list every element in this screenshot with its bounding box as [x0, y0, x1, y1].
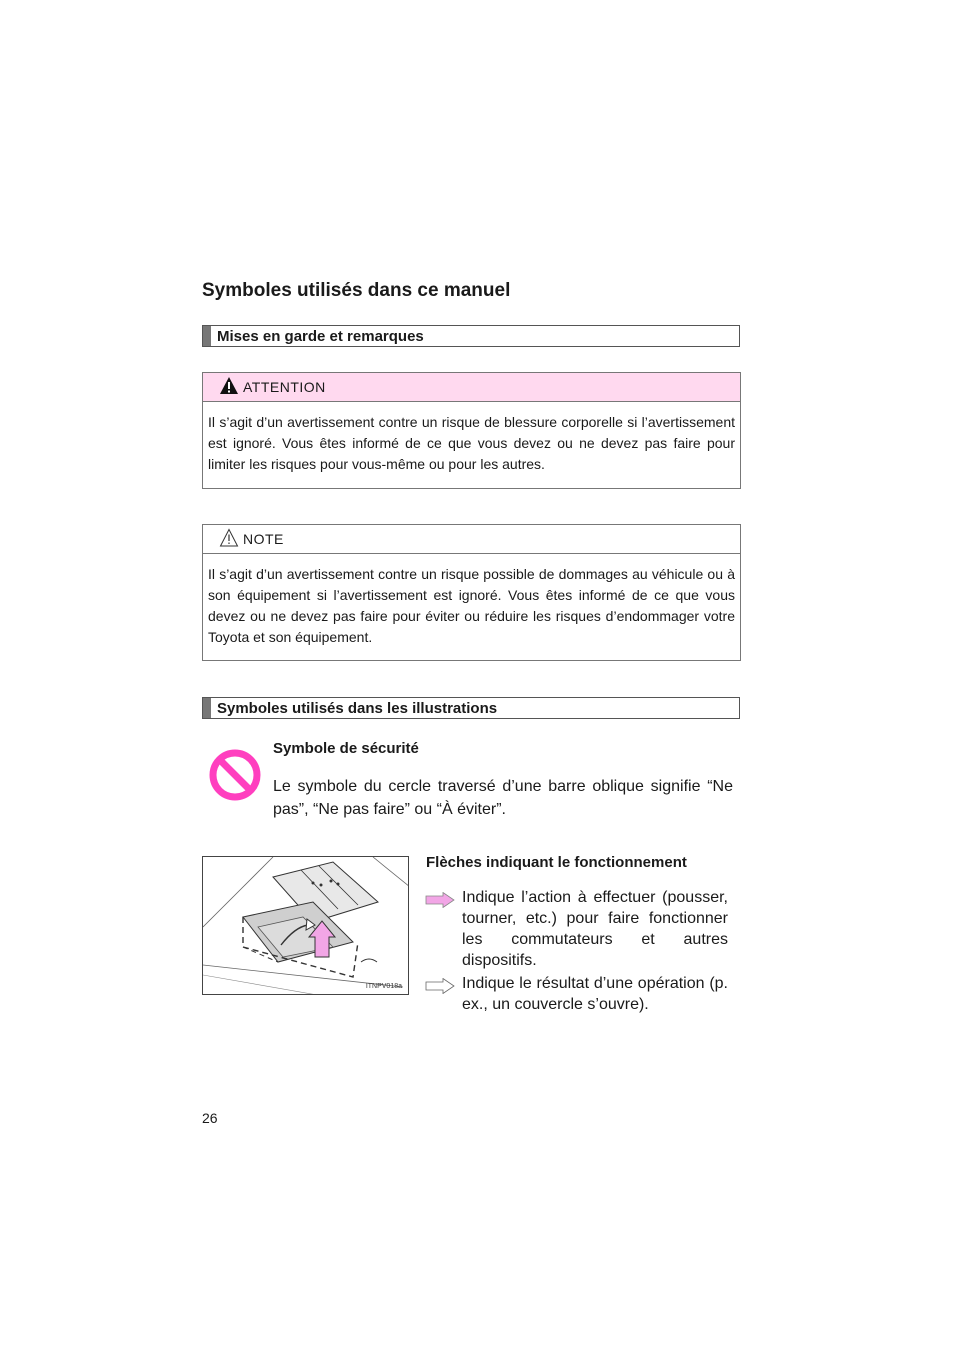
section-header-warnings	[202, 325, 740, 347]
safety-symbol-description: Le symbole du cercle traversé d’une barre oblique signifie “Ne pas”, “Ne pas faire” ou “À éviter”.	[273, 778, 733, 818]
page-number: 26	[202, 1110, 218, 1126]
warning-triangle-outline-icon	[219, 528, 239, 553]
note-label: NOTE	[243, 531, 284, 547]
section-title: Mises en garde et remarques	[217, 328, 424, 345]
safety-symbol-title: Symbole de sécurité	[273, 740, 419, 757]
attention-header	[203, 373, 740, 402]
section-marker	[203, 698, 211, 718]
attention-text: Il s’agit d’un avertissement contre un risque de blessure corporelle si l’avertissement est ignoré. Vous êtes informé de ce que vous devez ou ne devez pas faire pour limiter les risques pour vous-même ou pour les autres.	[208, 414, 735, 472]
attention-label: ATTENTION	[243, 379, 326, 395]
result-arrow-description: Indique le résultat d’une opération (p. ex., un couvercle s’ouvre).	[462, 975, 728, 1013]
warning-triangle-filled-icon	[219, 376, 239, 401]
illustration-code: ITNPV018a	[365, 983, 402, 990]
console-drawing	[203, 857, 409, 995]
note-header	[203, 525, 740, 554]
section-title: Symboles utilisés dans les illustrations	[217, 700, 498, 717]
attention-box	[202, 372, 741, 489]
filled-arrow-icon	[425, 892, 455, 913]
outline-arrow-icon	[425, 978, 455, 999]
note-box	[202, 524, 741, 661]
action-arrow-description: Indique l’action à effectuer (pousser, tourner, etc.) pour faire fonctionner les commutateurs et autres dispositifs.	[462, 889, 728, 969]
prohibition-circle-icon	[208, 748, 262, 807]
arrows-title: Flèches indiquant le fonctionnement	[426, 854, 687, 871]
page-title: Symboles utilisés dans ce manuel	[202, 280, 511, 301]
section-marker	[203, 326, 211, 346]
section-header-illustrations	[202, 697, 740, 719]
overhead-console-illustration	[202, 856, 409, 995]
note-text: Il s’agit d’un avertissement contre un risque possible de dommages au véhicule ou à son équipement si l’avertissement est ignoré. Vous êtes informé de ce que vous devez ou ne devez pas faire pour éviter ou réduire les risques d’endommager votre Toyota et son équipement.	[208, 566, 735, 645]
